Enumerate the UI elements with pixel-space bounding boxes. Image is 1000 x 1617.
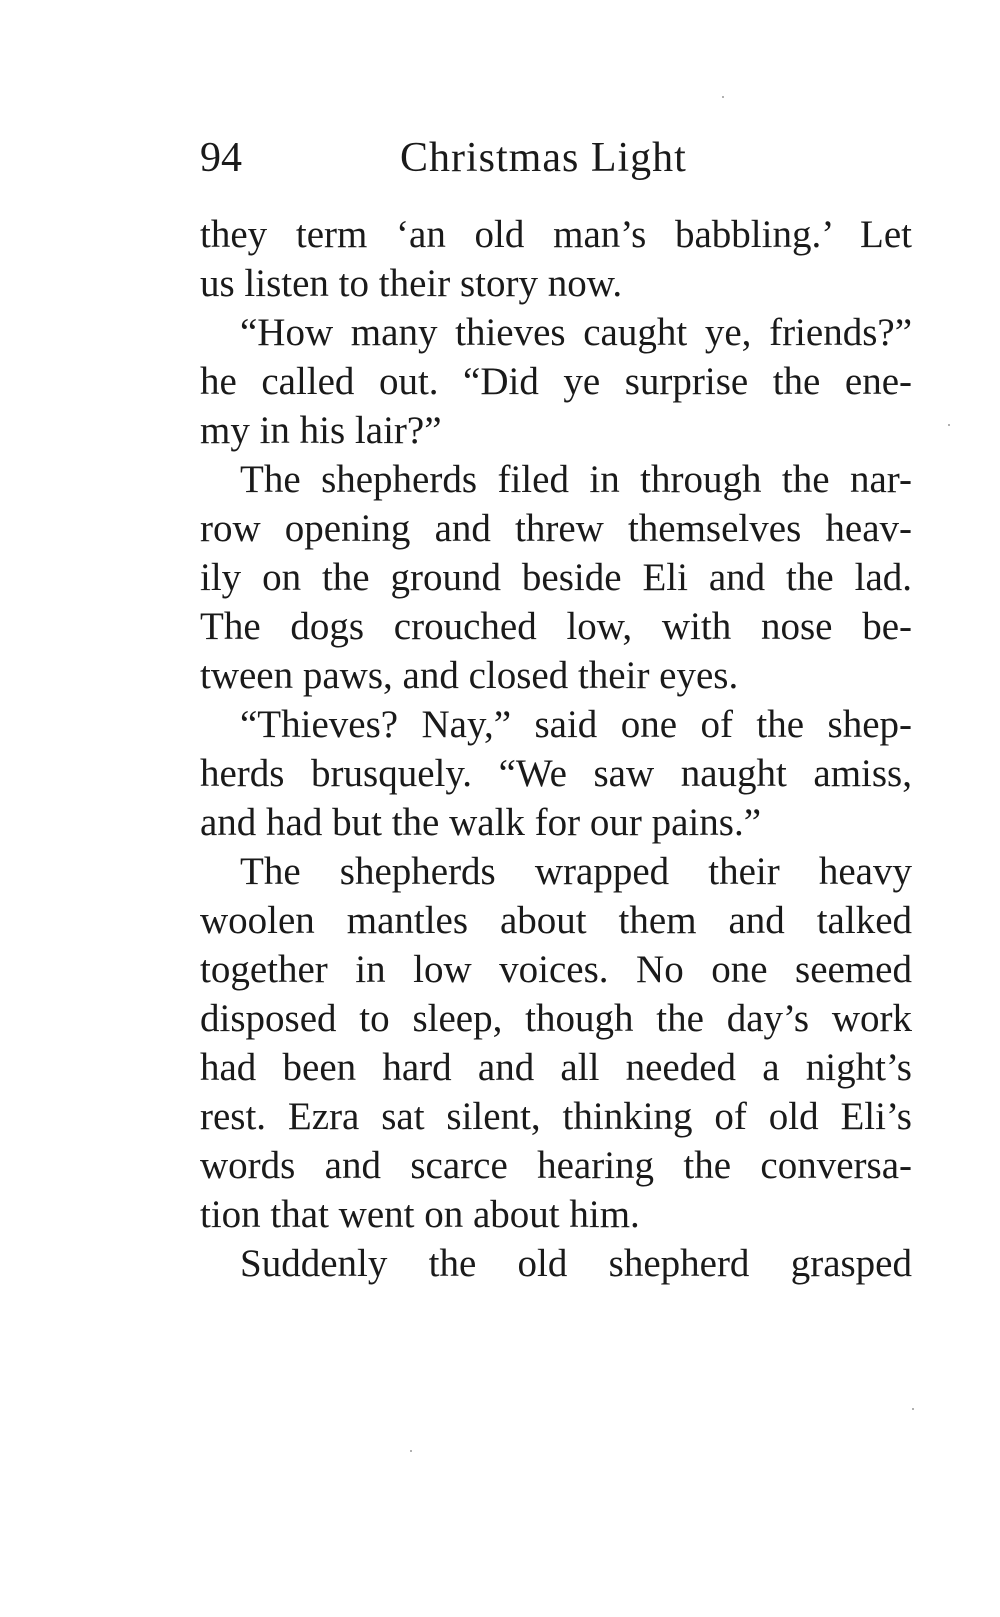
running-title: Christmas Light: [400, 135, 687, 181]
text-line: Suddenly the old shepherd grasped: [240, 1242, 912, 1285]
page-number: 94: [200, 135, 242, 181]
text-line: disposed to sleep, though the day’s work: [200, 997, 912, 1040]
text-line: woolen mantles about them and talked: [200, 899, 912, 942]
text-line: tion that went on about him.: [200, 1193, 640, 1236]
body-text: [200, 210, 912, 1288]
text-line: ily on the ground beside Eli and the lad.: [200, 556, 912, 599]
text-line: “Thieves? Nay,” said one of the shep-: [240, 703, 912, 746]
text-line: my in his lair?”: [200, 409, 442, 452]
text-line: together in low voices. No one seemed: [200, 948, 912, 991]
text-line: The dogs crouched low, with nose be-: [200, 605, 912, 648]
text-line: herds brusquely. “We saw naught amiss,: [200, 752, 912, 795]
text-line: The shepherds filed in through the nar-: [240, 458, 912, 501]
paper-speck: [912, 1408, 914, 1410]
text-line: us listen to their story now.: [200, 262, 623, 305]
text-line: words and scarce hearing the conversa-: [200, 1144, 912, 1187]
text-line: rest. Ezra sat silent, thinking of old Eli’s: [200, 1095, 912, 1138]
text-line: he called out. “Did ye surprise the ene-: [200, 360, 912, 403]
text-line: had been hard and all needed a night’s: [200, 1046, 912, 1089]
text-line: row opening and threw themselves heav-: [200, 507, 912, 550]
text-line: “How many thieves caught ye, friends?”: [240, 311, 912, 354]
paper-speck: [722, 96, 724, 98]
text-line: The shepherds wrapped their heavy: [240, 850, 912, 893]
paper-speck: [948, 424, 950, 426]
text-line: and had but the walk for our pains.”: [200, 801, 762, 844]
text-line: tween paws, and closed their eyes.: [200, 654, 739, 697]
page-header: [200, 128, 740, 188]
text-line: they term ‘an old man’s babbling.’ Let: [200, 213, 912, 256]
paper-speck: [410, 1450, 412, 1452]
